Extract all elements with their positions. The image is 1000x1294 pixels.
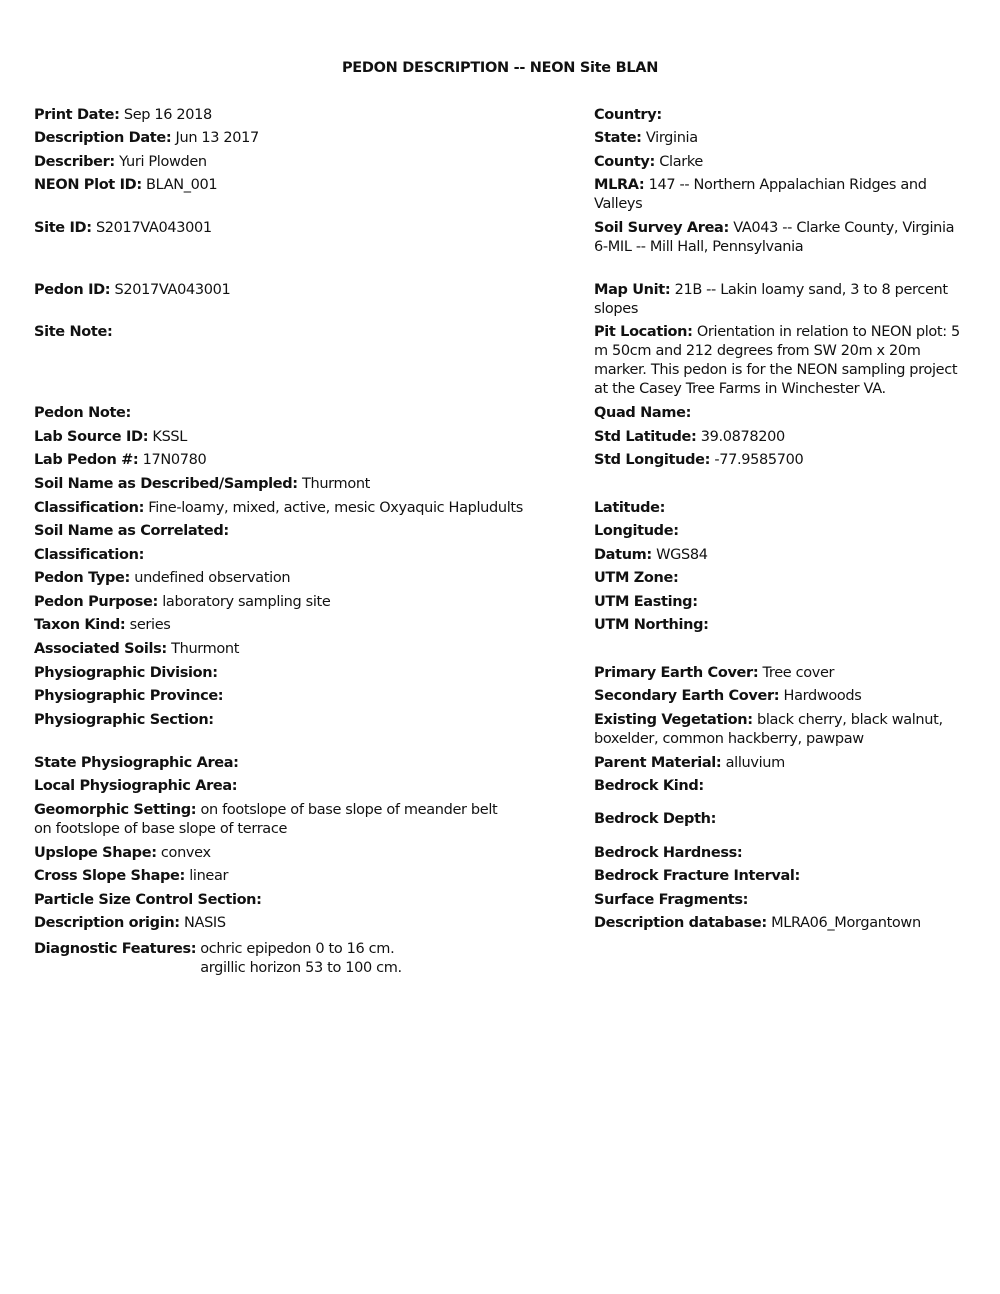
field-value: WGS84 <box>656 546 708 563</box>
field-describer <box>34 151 594 175</box>
field-label: Site Note: <box>34 324 113 340</box>
field-row <box>34 638 974 662</box>
field-mlra <box>594 175 974 218</box>
diagnostic-value: argillic horizon 53 to 100 cm. <box>200 960 402 976</box>
field-row <box>34 686 974 710</box>
field-row <box>34 497 974 521</box>
field-label: Longitude: <box>594 523 679 539</box>
field-physiographic-province <box>34 686 594 710</box>
field-label: Classification: <box>34 546 145 563</box>
field-row <box>34 568 974 592</box>
field-value: series <box>129 617 171 633</box>
field-row <box>34 591 974 615</box>
field-row <box>34 450 974 474</box>
field-label: Description origin: <box>34 915 180 931</box>
field-value: Hardwoods <box>783 688 862 704</box>
field-label: Associated Soils: <box>34 640 167 657</box>
field-print-date <box>34 104 594 128</box>
field-row <box>34 218 974 280</box>
field-row <box>34 521 974 545</box>
field-label: UTM Zone: <box>594 570 679 586</box>
field-row <box>34 913 974 939</box>
field-label: Bedrock Fracture Interval: <box>594 868 801 884</box>
field-cross-slope-shape <box>34 866 594 890</box>
field-value: Fine-loamy, mixed, active, mesic Oxyaquic Hapludults <box>148 499 523 516</box>
field-value: S2017VA043001 <box>114 282 231 298</box>
field-label: Bedrock Kind: <box>594 778 704 794</box>
field-row <box>34 662 974 686</box>
field-value: KSSL <box>152 428 188 445</box>
field-value: Thurmont <box>302 475 371 492</box>
field-description-database <box>594 913 974 937</box>
field-value: Sep 16 2018 <box>123 106 212 123</box>
field-label: Soil Name as Described/Sampled: <box>34 475 298 492</box>
field-row <box>34 151 974 175</box>
field-value: Tree cover <box>762 664 835 681</box>
field-label: Bedrock Hardness: <box>594 844 743 861</box>
field-site-id <box>34 218 594 242</box>
diagnostic-values <box>200 940 402 978</box>
field-pedon-id <box>34 280 594 304</box>
field-label: Classification: <box>34 499 145 516</box>
field-map-unit <box>594 280 974 323</box>
field-associated-soils <box>34 638 594 662</box>
field-label: Describer: <box>34 153 115 170</box>
field-utm-northing <box>594 615 974 639</box>
field-row <box>34 104 974 128</box>
field-label: Pedon Purpose: <box>34 593 158 610</box>
field-label: Surface Fragments: <box>594 891 749 908</box>
field-value: undefined observation <box>134 570 291 586</box>
field-soil-name-correlated <box>34 521 594 545</box>
field-description-date <box>34 128 594 152</box>
field-label: Particle Size Control Section: <box>34 891 262 908</box>
field-value: linear <box>189 868 229 884</box>
field-label: Soil Survey Area: <box>594 220 729 236</box>
field-label: Physiographic Province: <box>34 688 224 704</box>
field-std-longitude <box>594 450 974 474</box>
field-label: Description database: <box>594 915 767 931</box>
field-label: Lab Source ID: <box>34 428 149 445</box>
field-row <box>34 842 974 866</box>
empty-cell <box>594 473 974 478</box>
field-label: Pedon ID: <box>34 282 111 298</box>
field-label: State: <box>594 130 642 146</box>
field-pit-location <box>594 322 974 403</box>
field-lab-pedon-number <box>34 450 594 474</box>
field-label: MLRA: <box>594 177 645 193</box>
field-label: Description Date: <box>34 130 172 146</box>
field-row <box>34 776 974 800</box>
field-label: Local Physiographic Area: <box>34 778 238 794</box>
field-row <box>34 939 974 979</box>
field-taxon-kind <box>34 615 594 639</box>
field-value: on footslope of base slope of meander belt on footslope of base slope of terrace <box>34 801 498 837</box>
field-row <box>34 473 974 497</box>
field-pedon-purpose <box>34 591 594 615</box>
field-value: 147 -- Northern Appalachian Ridges and Valleys <box>594 177 927 212</box>
field-label: Quad Name: <box>594 405 692 421</box>
field-value: -77.9585700 <box>714 452 804 468</box>
field-value: laboratory sampling site <box>162 593 331 610</box>
field-diagnostic-features <box>34 939 594 982</box>
field-label: Map Unit: <box>594 282 671 298</box>
field-soil-survey-area <box>594 218 974 261</box>
field-classification-described <box>34 497 594 521</box>
field-label: State Physiographic Area: <box>34 754 239 771</box>
field-label: Physiographic Division: <box>34 664 218 681</box>
field-pedon-note <box>34 403 594 427</box>
field-state <box>594 128 974 152</box>
field-quad-name <box>594 403 974 427</box>
field-label: Print Date: <box>34 106 120 123</box>
field-row <box>34 128 974 152</box>
field-value: convex <box>160 844 211 861</box>
field-parent-material <box>594 752 974 776</box>
field-value: black cherry, black walnut, boxelder, common hackberry, pawpaw <box>594 711 943 747</box>
field-label: Taxon Kind: <box>34 617 126 633</box>
field-utm-easting <box>594 591 974 615</box>
empty-cell <box>594 638 974 643</box>
field-value: Clarke <box>659 153 703 170</box>
field-row <box>34 403 974 427</box>
field-site-note <box>34 322 594 346</box>
field-row <box>34 544 974 568</box>
field-label: UTM Easting: <box>594 593 698 610</box>
field-state-physiographic-area <box>34 752 594 776</box>
field-label: Upslope Shape: <box>34 844 157 861</box>
field-value: 39.0878200 <box>700 428 785 445</box>
field-bedrock-depth <box>594 809 974 833</box>
field-value: alluvium <box>725 754 785 771</box>
field-lab-source-id <box>34 426 594 450</box>
field-row <box>34 799 974 842</box>
field-value: BLAN_001 <box>146 177 218 193</box>
field-label: Physiographic Section: <box>34 711 214 728</box>
field-value: Virginia <box>645 130 698 146</box>
field-utm-zone <box>594 568 974 592</box>
field-label: Pedon Type: <box>34 570 130 586</box>
field-label: NEON Plot ID: <box>34 177 142 193</box>
field-label: Existing Vegetation: <box>594 711 753 728</box>
field-upslope-shape <box>34 842 594 866</box>
field-label: Lab Pedon #: <box>34 452 139 468</box>
pedon-fields <box>34 104 974 979</box>
field-soil-name-described <box>34 473 594 497</box>
field-row <box>34 889 974 913</box>
field-label: Pit Location: <box>594 324 693 340</box>
field-bedrock-fracture-interval <box>594 866 974 890</box>
field-label: Secondary Earth Cover: <box>594 688 780 704</box>
field-value: Jun 13 2017 <box>175 130 259 146</box>
field-label: Site ID: <box>34 220 92 236</box>
field-label: Cross Slope Shape: <box>34 868 185 884</box>
field-label: Geomorphic Setting: <box>34 801 197 818</box>
field-row <box>34 280 974 322</box>
field-row <box>34 615 974 639</box>
diagnostic-value: ochric epipedon 0 to 16 cm. <box>200 941 395 957</box>
field-secondary-earth-cover <box>594 686 974 710</box>
field-latitude <box>594 497 974 521</box>
field-label: Diagnostic Features: <box>34 941 197 957</box>
document-title: PEDON DESCRIPTION -- NEON Site BLAN <box>341 60 659 76</box>
field-value: NASIS <box>184 915 226 931</box>
field-label: Country: <box>594 106 662 123</box>
field-label: Bedrock Depth: <box>594 811 717 828</box>
field-bedrock-kind <box>594 776 974 800</box>
field-std-latitude <box>594 426 974 450</box>
field-label: Pedon Note: <box>34 405 131 421</box>
field-value: Yuri Plowden <box>119 153 207 170</box>
field-particle-size-control-section <box>34 889 594 913</box>
field-value: VA043 -- Clarke County, Virginia 6-MIL -- Mill Hall, Pennsylvania <box>594 220 955 255</box>
field-label: Datum: <box>594 546 652 563</box>
field-description-origin <box>34 913 594 937</box>
field-label: Std Longitude: <box>594 452 711 468</box>
field-row <box>34 866 974 890</box>
field-label: Soil Name as Correlated: <box>34 523 229 539</box>
field-value: 17N0780 <box>142 452 207 468</box>
field-value: 21B -- Lakin loamy sand, 3 to 8 percent slopes <box>594 282 948 317</box>
field-physiographic-division <box>34 662 594 686</box>
field-value: MLRA06_Morgantown <box>771 915 921 931</box>
field-local-physiographic-area <box>34 776 594 800</box>
field-physiographic-section <box>34 709 594 733</box>
field-bedrock-hardness <box>594 842 974 866</box>
field-county <box>594 151 974 175</box>
field-label: Latitude: <box>594 499 666 516</box>
field-neon-plot-id <box>34 175 594 199</box>
field-row <box>34 175 974 218</box>
field-value: Orientation in relation to NEON plot: 5 m 50cm and 212 degrees from SW 20m x 20m marker. This pedon is for the NEON sampling project at the Casey Tree Farms in Winchester VA. <box>594 324 960 397</box>
field-surface-fragments <box>594 889 974 913</box>
field-row <box>34 322 974 403</box>
field-label: Parent Material: <box>594 754 722 771</box>
empty-cell <box>594 939 974 944</box>
field-datum <box>594 544 974 568</box>
field-label: Std Latitude: <box>594 428 697 445</box>
field-row <box>34 709 974 752</box>
field-label: County: <box>594 153 655 170</box>
field-geomorphic-setting <box>34 799 594 842</box>
field-existing-vegetation <box>594 709 974 752</box>
field-label: Primary Earth Cover: <box>594 664 759 681</box>
field-row <box>34 752 974 776</box>
field-country <box>594 104 974 128</box>
field-value: S2017VA043001 <box>95 220 212 236</box>
field-value: Thurmont <box>171 640 240 657</box>
field-label: UTM Northing: <box>594 617 709 633</box>
field-row <box>34 426 974 450</box>
field-classification-correlated <box>34 544 594 568</box>
field-longitude <box>594 521 974 545</box>
field-primary-earth-cover <box>594 662 974 686</box>
field-pedon-type <box>34 568 594 592</box>
